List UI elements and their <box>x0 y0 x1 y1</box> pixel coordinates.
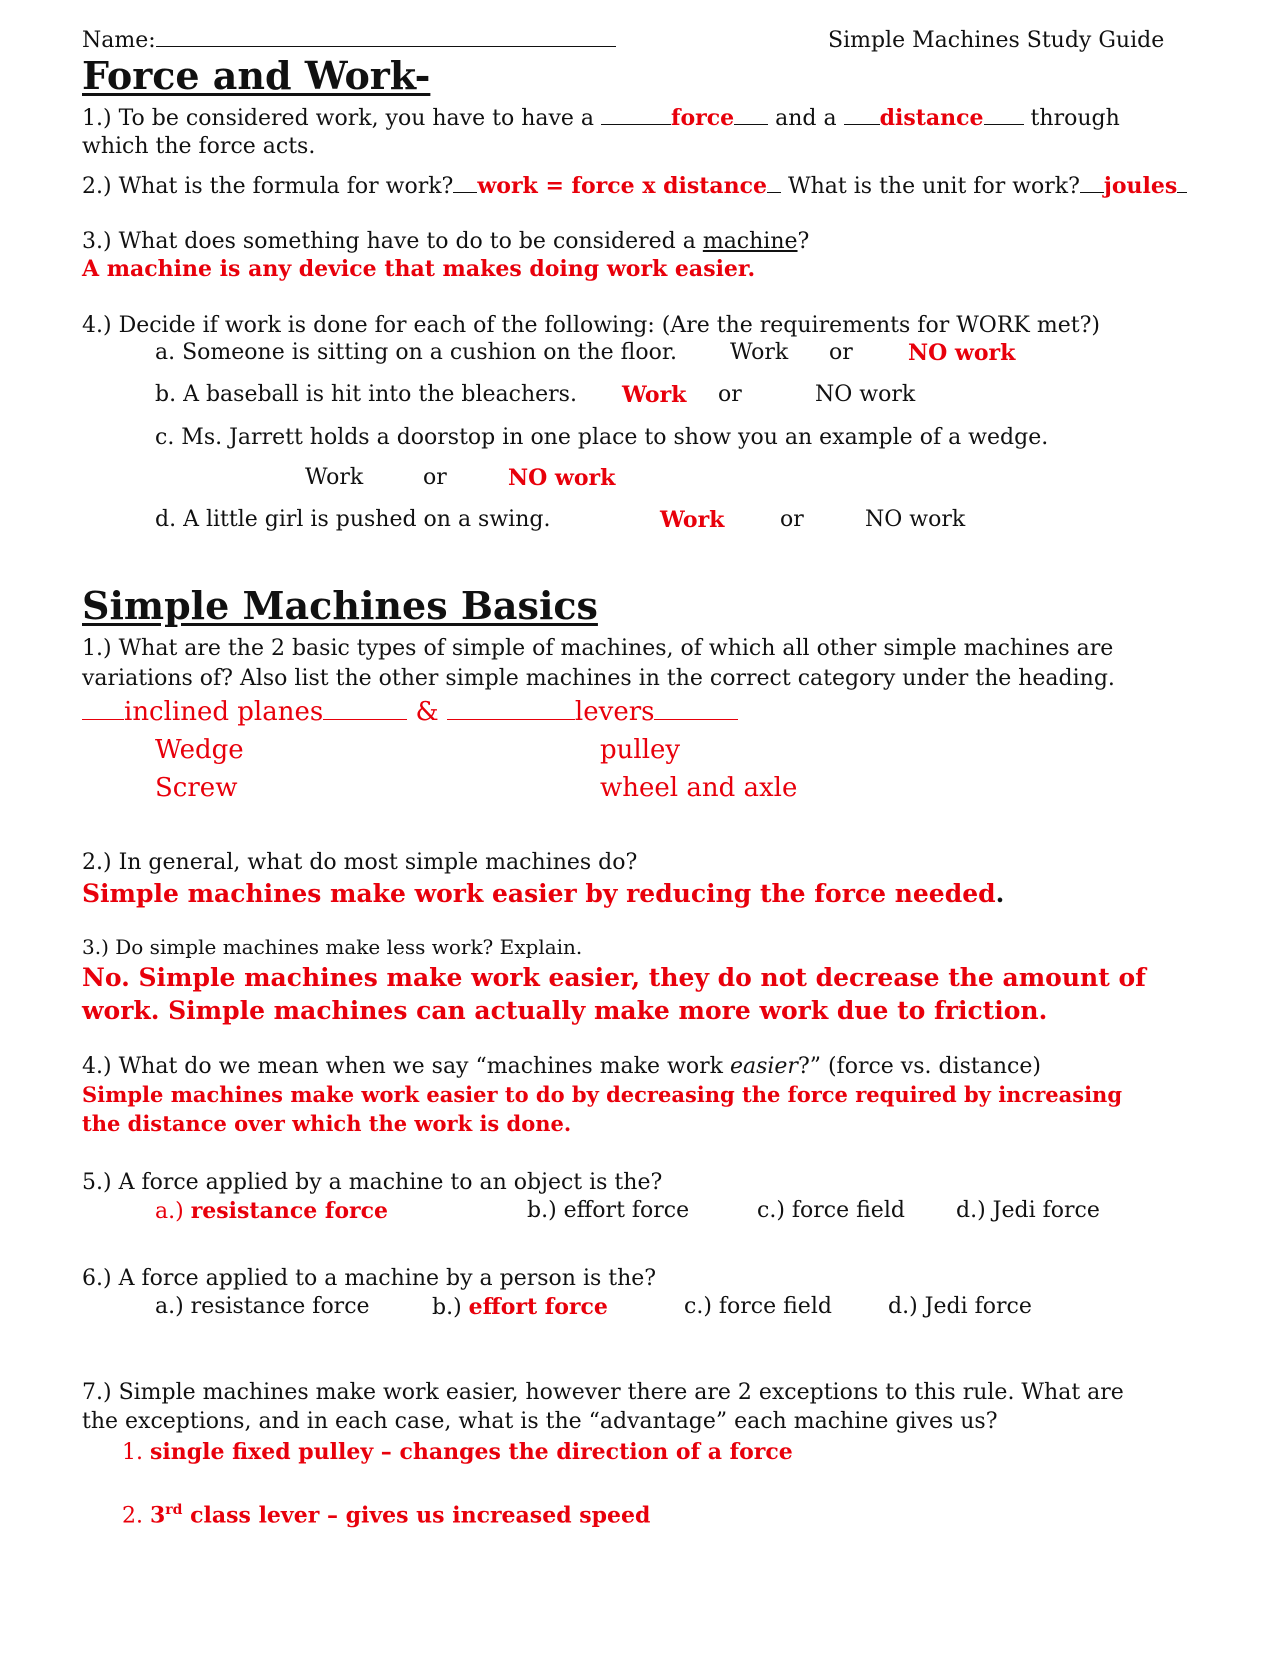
inclined-plane-item-wedge: Wedge <box>155 735 244 765</box>
s2-q5-option-a <box>155 1198 388 1225</box>
name-label: Name: <box>82 28 156 53</box>
s2-q1-categories <box>82 695 738 728</box>
s1-q2-answer-formula: work = force x distance <box>477 173 768 199</box>
document-title: Simple Machines Study Guide <box>828 28 1165 53</box>
s1-q4c-work: Work <box>305 465 364 490</box>
s2-q2-question: 2.) In general, what do most simple machines do? <box>82 850 638 875</box>
s1-q4d-no-work: NO work <box>865 507 966 532</box>
s2-q4-answer-line2: the distance over which the work is done. <box>82 1111 572 1136</box>
section-heading-force-and-work: Force and Work- <box>82 53 431 98</box>
s2-q6-answer-effort-force: effort force <box>468 1294 608 1320</box>
lever-item-pulley: pulley <box>600 735 681 765</box>
s2-q5-option-b: b.) effort force <box>527 1198 690 1223</box>
s2-q7-exception-2-answer: class lever – gives us increased speed <box>182 1502 651 1529</box>
s1-q4a-answer-no-work: NO work <box>908 340 1016 366</box>
s2-q5-option-c: c.) force field <box>757 1198 905 1223</box>
s1-q1-mid: and a <box>768 106 844 131</box>
s1-q3-pre: 3.) What does something have to do to be considered a <box>82 229 703 254</box>
s1-q1-line2: which the force acts. <box>82 134 316 159</box>
s2-q3-question: 3.) Do simple machines make less work? Explain. <box>82 935 583 959</box>
s1-q2-answer-unit: joules <box>1103 173 1178 199</box>
s2-q6-option-d: d.) Jedi force <box>888 1294 1032 1319</box>
s1-q4d-text: d. A little girl is pushed on a swing. <box>155 507 551 532</box>
s1-q3-post: ? <box>797 229 810 254</box>
name-field <box>82 28 616 54</box>
s2-q4-emphasis: easier <box>729 1054 798 1079</box>
s1-q4a-work: Work <box>730 340 789 365</box>
category-levers: levers <box>574 697 655 727</box>
s1-q4b-no-work: NO work <box>815 382 916 407</box>
s1-q1-line1 <box>82 105 1120 132</box>
s2-q7-exception-1 <box>122 1439 793 1466</box>
category-ampersand: & <box>415 697 439 727</box>
s2-q7-exception-2-superscript: rd <box>165 1502 183 1518</box>
s1-q1-post: through <box>1023 106 1120 131</box>
s1-q4d-answer-work: Work <box>660 507 725 533</box>
s1-q3-term: machine <box>702 229 798 254</box>
s2-q7-exception-2 <box>122 1497 650 1529</box>
s2-q4-question <box>82 1054 1041 1080</box>
s1-q4a-text: a. Someone is sitting on a cushion on the floor. <box>155 340 677 365</box>
s1-q4-question: 4.) Decide if work is done for each of the following: (Are the requirements for WORK met?) <box>82 313 1100 338</box>
category-inclined-planes: inclined planes <box>124 697 324 727</box>
s1-q4b-text: b. A baseball is hit into the bleachers. <box>155 382 577 407</box>
s2-q3-answer-line2: work. Simple machines can actually make more work due to friction. <box>82 996 1048 1025</box>
s1-q4b-or: or <box>718 382 742 407</box>
s1-q4d-or: or <box>780 507 804 532</box>
s1-q1-answer-force: force <box>671 105 735 131</box>
s2-q7-exception-1-answer: single fixed pulley – changes the direction of a force <box>149 1439 793 1465</box>
s1-q4c-text: c. Ms. Jarrett holds a doorstop in one place to show you an example of a wedge. <box>155 425 1049 450</box>
s1-q2-mid: What is the unit for work? <box>781 174 1080 199</box>
s2-q4-answer-line1: Simple machines make work easier to do by decreasing the force required by increasing <box>82 1082 1123 1107</box>
s2-q7-line2: the exceptions, and in each case, what is the “advantage” each machine gives us? <box>82 1409 998 1434</box>
s2-q1-line1: 1.) What are the 2 basic types of simple of machines, of which all other simple machines are <box>82 636 1114 661</box>
s2-q2-period: . <box>995 879 1005 908</box>
s2-q7-exception-2-number: 2. <box>122 1503 150 1529</box>
s2-q6-option-a: a.) resistance force <box>155 1294 370 1319</box>
s2-q6-option-b <box>432 1294 608 1321</box>
s2-q1-line2: variations of? Also list the other simple machines in the correct category under the heading. <box>82 666 1115 691</box>
s2-q3-answer-line1: No. Simple machines make work easier, they do not decrease the amount of <box>82 963 1146 992</box>
lever-item-wheel-and-axle: wheel and axle <box>600 773 798 803</box>
s1-q4a-or: or <box>829 340 853 365</box>
s2-q5-option-d: d.) Jedi force <box>956 1198 1100 1223</box>
section-heading-simple-machines-basics: Simple Machines Basics <box>82 583 598 628</box>
s2-q5-option-a-label: a.) <box>155 1199 191 1224</box>
s2-q4-post: ?” (force vs. distance) <box>797 1054 1041 1079</box>
s1-q4c-or: or <box>423 465 447 490</box>
s1-q1-pre: 1.) To be considered work, you have to have a <box>82 106 602 131</box>
s2-q2-answer-line <box>82 879 1004 909</box>
s1-q4b-answer-work: Work <box>622 382 687 408</box>
s1-q2-pre: 2.) What is the formula for work? <box>82 174 454 199</box>
s2-q6-question: 6.) A force applied to a machine by a person is the? <box>82 1266 657 1291</box>
inclined-plane-item-screw: Screw <box>155 773 238 803</box>
s2-q5-answer-resistance-force: resistance force <box>190 1198 388 1224</box>
s1-q3-answer: A machine is any device that makes doing work easier. <box>82 256 756 282</box>
s2-q2-answer: Simple machines make work easier by reducing the force needed <box>82 879 996 908</box>
s2-q6-option-b-label: b.) <box>432 1295 469 1320</box>
name-blank <box>156 28 616 47</box>
s2-q7-exception-2-ordinal: 3 <box>149 1502 166 1529</box>
s2-q7-exception-1-number: 1. <box>122 1440 150 1465</box>
s2-q7-line1: 7.) Simple machines make work easier, however there are 2 exceptions to this rule. What are <box>82 1380 1124 1405</box>
s2-q6-option-c: c.) force field <box>684 1294 832 1319</box>
s1-q4c-answer-no-work: NO work <box>508 465 616 491</box>
s1-q2 <box>82 173 1187 200</box>
s2-q4-pre: 4.) What do we mean when we say “machines make work <box>82 1054 730 1079</box>
s1-q3 <box>82 229 809 255</box>
s1-q1-answer-distance: distance <box>879 105 984 131</box>
s2-q5-question: 5.) A force applied by a machine to an object is the? <box>82 1170 663 1195</box>
